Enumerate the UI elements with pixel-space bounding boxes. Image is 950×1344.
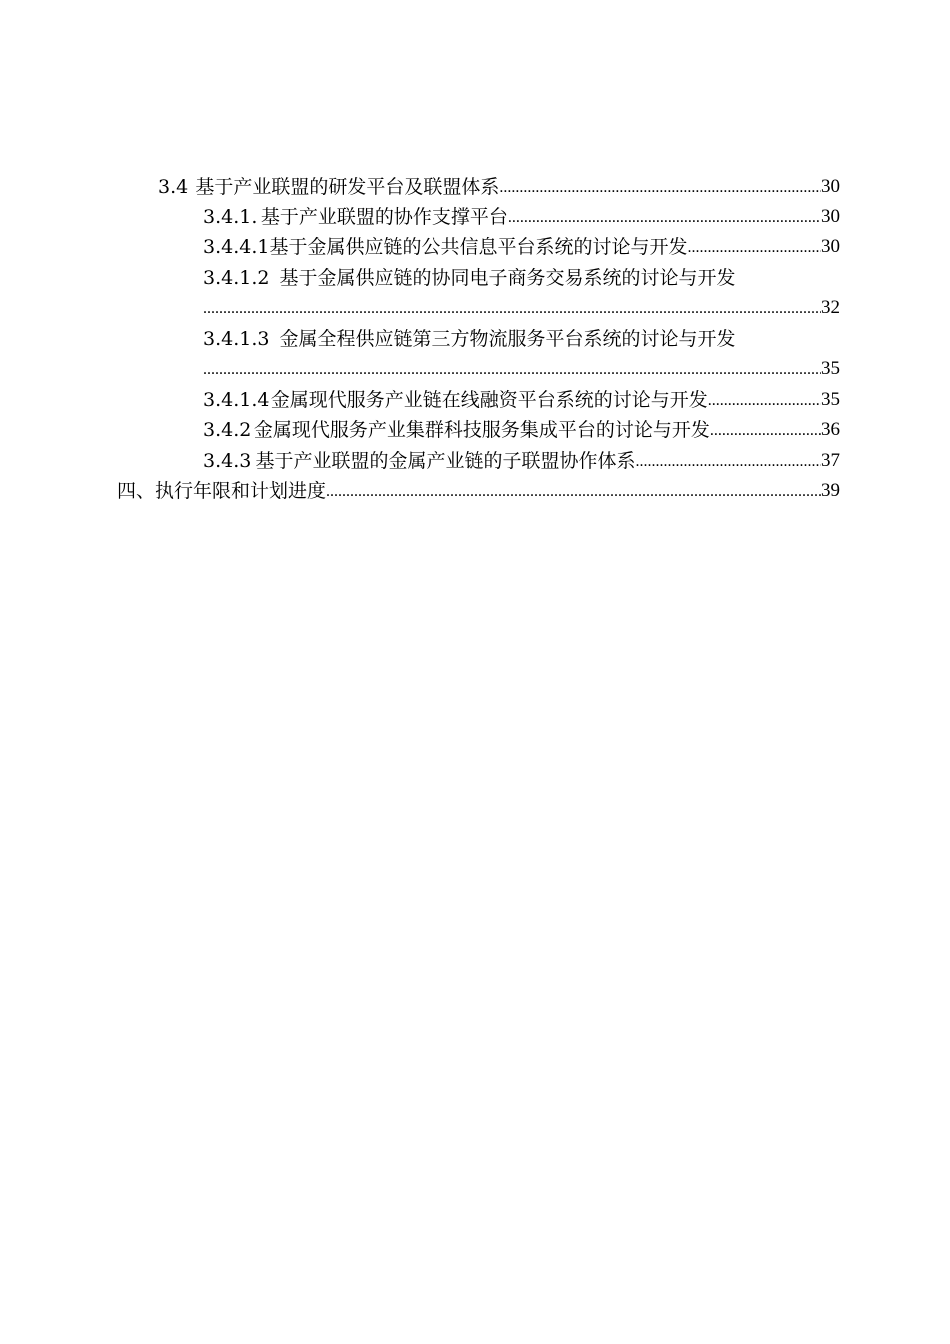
toc-entry-page: 30 [821,236,840,257]
toc-entry-number: 3.4.1.4 [203,389,270,411]
toc-entry-page: 30 [821,176,840,197]
toc-entry-page: 30 [821,206,840,227]
toc-entry-number: 四、 [117,480,156,502]
toc-entry-page: 32 [821,297,840,318]
toc-entry-number: 3.4.1.2 [203,267,270,289]
toc-entry-3-4-1-4[interactable] [203,385,840,415]
toc-entry-title: 基于产业联盟的协作支撑平台 [260,206,508,228]
toc-entry-number: 3.4.1. [203,206,258,228]
toc-leader-dots [688,234,822,262]
toc-entry-title: 基于金属供应链的公共信息平台系统的讨论与开发 [269,236,688,258]
toc-entry-3-4-1[interactable] [203,202,840,232]
toc-leader-dots [508,204,821,232]
toc-entry-3-4-2[interactable] [203,415,840,445]
toc-entry-title: 金属现代服务产业链在线融资平台系统的讨论与开发 [270,389,708,411]
toc-entry-page: 37 [821,450,840,471]
toc-entry-title: 执行年限和计划进度 [155,480,327,502]
toc-entry-3-4-1-2[interactable] [203,263,840,293]
toc-entry-number: 3.4.4.1 [203,236,270,258]
toc-entry-section-4[interactable] [117,476,840,506]
toc-leader-dots [203,295,821,323]
toc-entry-title: 基于产业联盟的研发平台及联盟体系 [195,176,500,198]
toc-entry-page: 39 [821,480,840,501]
toc-leader-dots [636,448,821,476]
toc-entry-title: 基于产业联盟的金属产业链的子联盟协作体系 [255,450,636,472]
toc-entry-number: 3.4.3 [203,450,252,472]
toc-entry-number: 3.4 [158,176,189,198]
toc-leader-dots [499,174,821,202]
toc-entry-3-4[interactable] [158,172,840,202]
toc-entry-page: 35 [821,389,840,410]
toc-entry-title: 金属现代服务产业集群科技服务集成平台的讨论与开发 [253,419,710,441]
toc-entry-number: 3.4.2 [203,419,252,441]
toc-entry-title: 基于金属供应链的协同电子商务交易系统的讨论与开发 [279,267,736,289]
toc-entry-number: 3.4.1.3 [203,328,270,350]
toc-entry-title: 金属全程供应链第三方物流服务平台系统的讨论与开发 [279,328,736,350]
toc-entry-3-4-3[interactable] [203,446,840,476]
toc-entry-3-4-1-3[interactable] [203,324,840,354]
toc-entry-3-4-4-1[interactable] [203,232,840,262]
toc-entry-3-4-1-3-continuation [203,354,840,384]
toc-entry-page: 35 [821,358,840,379]
toc-entry-page: 36 [821,419,840,440]
toc-leader-dots [326,478,821,506]
toc-leader-dots [203,356,821,384]
toc-leader-dots [708,387,821,415]
toc-entry-3-4-1-2-continuation [203,293,840,323]
toc-leader-dots [710,417,821,445]
